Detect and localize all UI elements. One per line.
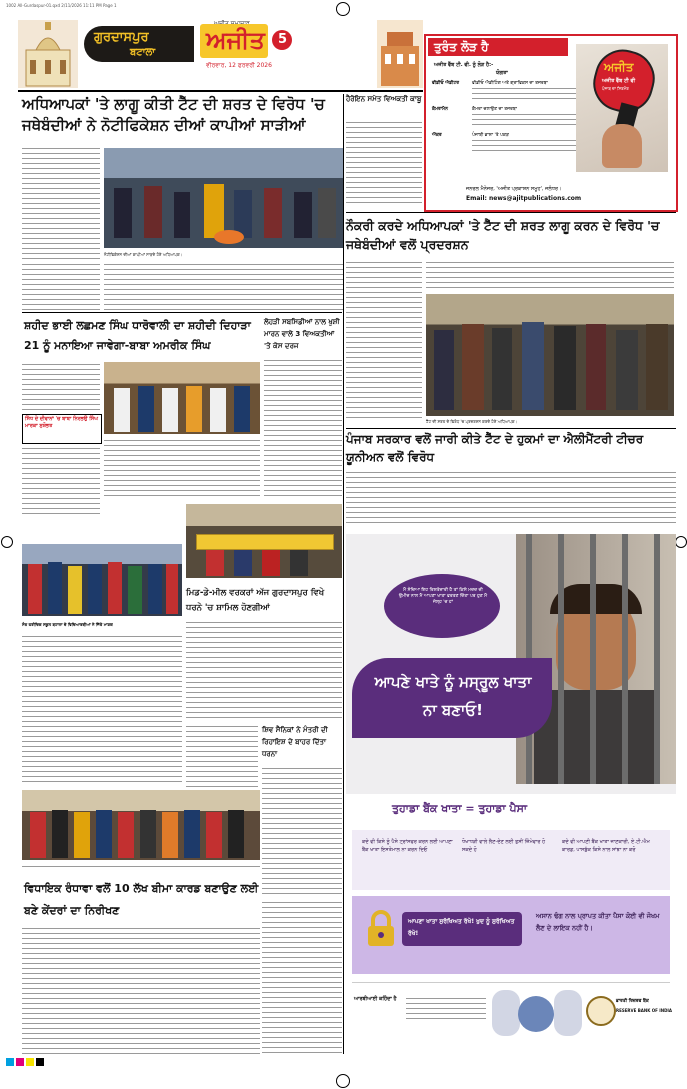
teachers-photo: [426, 294, 674, 416]
gathering-text: [104, 438, 260, 496]
teachers-text-top: [426, 260, 674, 290]
ad-point-2: ਧੋਖਾਧੜੀ ਵਾਲੇ ਲੈਣ-ਦੇਣ ਲਈ ਤੁਸੀਂ ਜ਼ਿੰਮੇਵਾਰ ਹੋ ਸਕਦੇ ਹੋ: [462, 839, 546, 853]
promo-req: ਵੀਡੀਓ ਐਡੀਟਿੰਗ ਅਤੇ ਗ੍ਰਾਫਿਕਸ ਦਾ ਤਜਰਬਾ: [472, 81, 548, 86]
mic-hand-photo: [576, 44, 668, 172]
promo-text-lines: [472, 138, 580, 152]
promo-col-label: ਯੋਗਤਾ: [496, 70, 508, 76]
ad-equation: ਤੁਹਾਡਾ ਬੈਂਕ ਖਾਤਾ = ਤੁਹਾਡਾ ਪੈਸਾ: [392, 802, 528, 815]
promo-row: [432, 106, 580, 128]
footer-small-text: [406, 996, 486, 1022]
promo-email: Email: news@ajitpublications.com: [466, 195, 582, 202]
building-illustration: [377, 20, 423, 88]
padlock-icon: [366, 910, 396, 948]
side-story-text: [346, 120, 422, 204]
side-headline: ਹੈਰੋਇਨ ਸਮੇਤ ਵਿਅਕਤੀ ਕਾਬੂ: [346, 95, 422, 103]
bubble-text: ਮੈਂ ਸੋਚਿਆ ਇਹ ਰਿਸ਼ਤੇਦਾਰੀ ਹੈ ਤਾਂ ਕਿਸੇ ਮਦਦ ਦੀ ਉਮੀਦ ਨਾਲ ਮੈਂ ਆਪਣਾ ਖਾਤਾ ਵਰਤਣ ਦਿੱਤਾ ਪਰ ਹੁਣ ਮੈਂ ਜੇਲ੍ਹ 'ਚ ਹਾਂ: [398, 588, 488, 605]
promo-row: [432, 80, 580, 102]
students-photo: [22, 544, 182, 616]
promo-text-lines: [472, 86, 580, 102]
masthead-date: ਵੀਰਵਾਰ, 12 ਫਰਵਰੀ 2026: [206, 62, 272, 69]
midday-text-b: [186, 724, 258, 790]
midday-headline: ਮਿਡ-ਡੇ-ਮੀਲ ਵਰਕਰਾਂ ਅੱਜ ਗੁਰਦਾਸਪੁਰ ਵਿਖੇ ਧਰਨੇ 'ਚ ਸ਼ਾਮਿਲ ਹੋਣਗੀਆਂ: [186, 588, 325, 613]
mascot-badge: [518, 996, 554, 1032]
main-story-text-col2: [104, 262, 344, 312]
protest-photo: [104, 148, 344, 248]
thought-bubble: [384, 574, 500, 638]
registration-mark-left: [1, 536, 13, 548]
masthead-rule: [18, 90, 423, 92]
registration-mark-right: [675, 536, 687, 548]
column-rule: [343, 534, 344, 1054]
secure-text: ਆਪਣਾ ਖਾਤਾ ਸੁਰੱਖਿਅਤ ਰੱਖੋ! ਖੁਦ ਨੂੰ ਸੁਰੱਖਿਅਤ ਰੱਖੋ!: [408, 918, 515, 937]
rbi-kehta-logo: ਆਰਬੀਆਈ ਕਹਿੰਦਾ ਹੈ: [354, 996, 397, 1002]
shaheedi-headline: ਸ਼ਹੀਦ ਭਾਈ ਲਛਮਣ ਸਿੰਘ ਧਾਰੋਵਾਲੀ ਦਾ ਸ਼ਹੀਦੀ ਦਿਹਾੜਾ 21 ਨੂੰ ਮਨਾਇਆ ਜਾਵੇਗਾ-ਬਾਬਾ ਅਮਰੀਕ ਸਿੰਘ: [24, 319, 251, 352]
rbi-emblem-icon: [586, 996, 616, 1026]
ad-headline: ਆਪਣੇ ਖਾਤੇ ਨੂੰ ਮਸ੍ਰੂਲ ਖਾਤਾ ਨਾ ਬਣਾਓ!: [374, 673, 532, 719]
bottom-strip: [6, 1058, 686, 1066]
promo-role: ਐਂਕਰ: [432, 133, 442, 138]
lohri-text: [264, 358, 342, 498]
shiv-text-b: [262, 900, 342, 1054]
main-photo-caption: ਨੋਟੀਫਿਕੇਸ਼ਨ ਦੀਆਂ ਕਾਪੀਆਂ ਸਾੜਦੇ ਹੋਏ ਅਧਿਆਪਕ।: [104, 252, 183, 257]
shiv-text: [262, 766, 342, 896]
masthead-city1: ਗੁਰਦਾਸਪੁਰ: [94, 30, 149, 45]
students-text: [22, 634, 182, 784]
students-caption: ਸੰਤ ਫਰੀਦਿਕ ਸਕੂਲ ਬਟਾਲਾ ਦੇ ਵਿਦਿਆਰਥੀਆਂ ਨੇ ਜਿੱਤੇ ਮਾਣਕ: [22, 622, 113, 627]
inset-headline: ਸਿੱਧ ਦੇ ਦੀਵਾਨਾਂ 'ਚ ਬਾਬਾ ਨਿਰਭਉ ਸਿੰਘ ਮਾਰਕਾ ਸੁਸ਼ੋਭਤ: [25, 416, 98, 429]
teachers-headline: ਨੌਕਰੀ ਕਰਦੇ ਅਧਿਆਪਕਾਂ 'ਤੇ ਟੈੱਟ ਦੀ ਸ਼ਰਤ ਲਾਗੂ ਕਰਨ ਦੇ ਵਿਰੋਧ 'ਚ ਜਥੇਬੰਦੀਆਂ ਵਲੋਂ ਪ੍ਰਦਰਸ਼ਨ: [346, 218, 660, 252]
promo-role: ਵੀਡੀਓ ਐਡੀਟਰ: [432, 81, 460, 86]
teachers-text-left: [346, 260, 422, 420]
midday-text: [186, 620, 342, 720]
shaheedi-text: [22, 362, 100, 412]
promo-contact: ਜਨਰਲ ਮੈਨੇਜਰ, 'ਅਜੀਤ ਪ੍ਰਕਾਸ਼ਨ ਸਮੂਹ', ਜਲੰਧਰ।: [466, 186, 562, 192]
punjab-headline: ਪੰਜਾਬ ਸਰਕਾਰ ਵਲੋਂ ਜਾਰੀ ਕੀਤੇ ਟੈੱਟ ਦੇ ਹੁਕਮਾਂ ਦਾ ਐਲੀਮੈਂਟਰੀ ਟੀਚਰ ਯੂਨੀਅਨ ਵਲੋਂ ਵਿਰੋਧ: [346, 432, 644, 464]
group-photo: [22, 790, 260, 860]
promo-role: ਕੈਮਰਾਮੈਨ: [432, 107, 448, 112]
masthead-city2: ਬਟਾਲਾ: [130, 47, 156, 58]
promo-req: ਕੈਮਰਾ ਚਲਾਉਣ ਦਾ ਤਜਰਬਾ: [472, 107, 517, 112]
mascot-right: [554, 990, 582, 1036]
rbi-ad: [346, 534, 676, 1052]
easy-money-text: ਅਸਾਨ ਢੰਗ ਨਾਲ ਪ੍ਰਾਪਤ ਕੀਤਾ ਪੈਸਾ ਕੋਈ ਵੀ ਜੋਖਮ ਲੈਣ ਦੇ ਲਾਇਕ ਨਹੀਂ ਹੈ।: [536, 912, 660, 932]
banner-protest-photo: [186, 504, 342, 578]
promo-row: [432, 132, 580, 152]
ad-point-1: ਕਦੇ ਵੀ ਕਿਸੇ ਨੂੰ ਪੈਸੇ ਟ੍ਰਾਂਸਫਰ ਕਰਨ ਲਈ ਆਪਣਾ ਬੈਂਕ ਖਾਤਾ ਇਸਤੇਮਾਲ ਨਾ ਕਰਨ ਦਿਓ: [362, 839, 453, 853]
page-number: 5: [278, 32, 288, 47]
lohri-headline: ਲੋਹੜੀ ਸਬਸਿਡੀਆਂ ਨਾਲ ਖੁਸ਼ੀ ਮਾਰਨ ਵਾਲੇ 3 ਵਿਅਕਤੀਆਂ 'ਤੇ ਕੇਸ ਦਰਜ: [264, 318, 340, 350]
shiv-headline: ਸ਼ਿਵ ਸੈਨਿਕਾਂ ਨੇ ਮੰਤਰੀ ਦੀ ਰਿਹਾਇਸ਼ ਦੇ ਬਾਹਰ ਦਿੱਤਾ ਧਰਨਾ: [262, 726, 328, 758]
randhawa-headline: ਵਿਧਾਇਕ ਰੰਧਾਵਾ ਵਲੋਂ 10 ਲੱਖ ਬੀਮਾ ਕਾਰਡ ਬਣਾਉਣ ਲਈ ਬਣੇ ਕੇਂਦਰਾਂ ਦਾ ਨਿਰੀਖਣ: [24, 882, 259, 917]
brand-name: ਅਜੀਤ: [206, 26, 265, 54]
promo-box: [424, 34, 678, 212]
gathering-photo: [104, 362, 260, 434]
teachers-photo-caption: ਟੈੱਟ ਦੀ ਸ਼ਰਤ ਦੇ ਵਿਰੋਧ 'ਚ ਪ੍ਰਦਰਸ਼ਨ ਕਰਦੇ ਹੋਏ ਅਧਿਆਪਕ।: [426, 419, 518, 424]
promo-intro: ਅਜੀਤ ਵੈੱਬ ਟੀ. ਵੀ. ਨੂੰ ਲੋੜ ਹੈ:-: [434, 62, 494, 68]
promo-req: ਪੰਜਾਬੀ ਭਾਸ਼ਾ 'ਤੇ ਪਕੜ: [472, 133, 509, 138]
randhawa-text: [22, 926, 260, 1054]
rbi-name-pa: ਭਾਰਤੀ ਰਿਜ਼ਰਵ ਬੈਂਕ: [616, 999, 649, 1004]
promo-title: ਤੁਰੰਤ ਲੋੜ ਹੈ: [434, 40, 489, 54]
mic-brand: ਅਜੀਤ: [604, 60, 634, 74]
masthead: [18, 20, 423, 88]
ad-point-3: ਕਦੇ ਵੀ ਆਪਣੀ ਬੈਂਕ ਖਾਤਾ ਜਾਣਕਾਰੀ, ਏ.ਟੀ.ਐਮ ਕਾਰਡ, ਪਾਸਬੁੱਕ ਕਿਸੇ ਨਾਲ ਸਾਂਝਾ ਨਾ ਕਰੋ: [562, 839, 650, 853]
registration-mark-top: [336, 2, 350, 16]
punjab-text: [346, 470, 676, 526]
column-rule: [346, 428, 676, 429]
column-rule: [346, 212, 676, 213]
registration-mark-bottom: [336, 1074, 350, 1088]
inset-text: [22, 446, 100, 516]
mic-subtext: ਪੰਜਾਬ ਦਾ ਸਿਰਮੌਰ: [602, 86, 629, 91]
print-meta: 1002 All-Gurdaspur-01.qxd 2/11/2026 11:11 PM Page 1: [6, 3, 117, 8]
column-rule: [343, 94, 344, 534]
column-rule: [22, 312, 342, 313]
promo-text-lines: [472, 112, 580, 128]
rbi-name-en: RESERVE BANK OF INDIA: [616, 1008, 672, 1013]
mascot-left: [492, 990, 520, 1036]
main-story-text-col1b: [22, 262, 100, 312]
main-headline: ਅਧਿਆਪਕਾਂ 'ਤੇ ਲਾਗੂ ਕੀਤੀ ਟੈੱਟ ਦੀ ਸ਼ਰਤ ਦੇ ਵਿਰੋਧ 'ਚ ਜਥੇਬੰਦੀਆਂ ਨੇ ਨੋਟੀਫਿਕੇਸ਼ਨ ਦੀਆਂ ਕਾਪੀਆਂ ਸਾੜੀਆਂ: [22, 95, 325, 134]
gurdwara-illustration: [18, 20, 78, 88]
hand: [602, 124, 642, 168]
mic-text: ਅਜੀਤ ਵੈੱਬ ਟੀ ਵੀ: [602, 78, 636, 84]
group-caption: [22, 864, 260, 870]
